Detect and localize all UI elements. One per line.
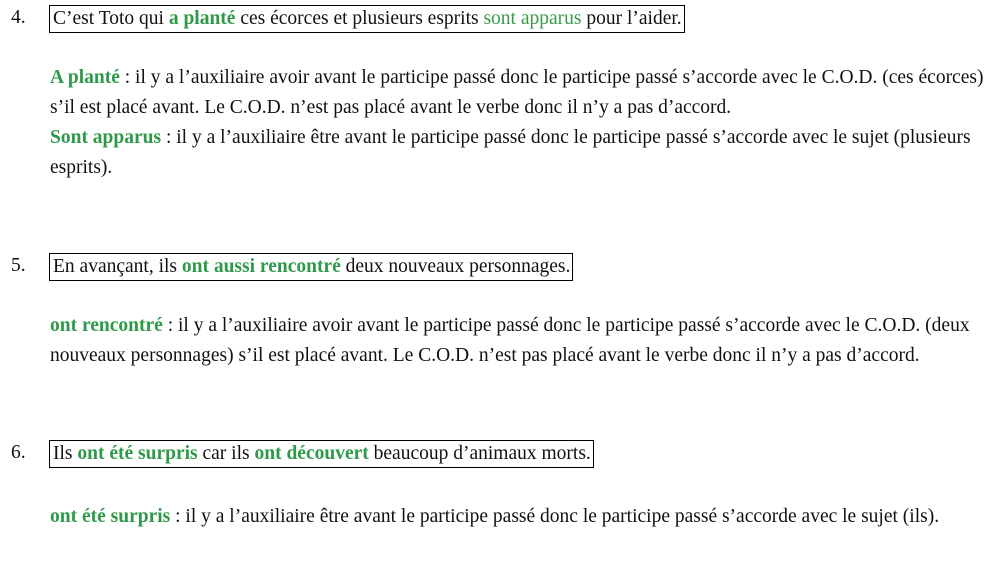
verb-highlight: a planté [168,8,236,29]
sentence-text: car ils [197,443,255,464]
explanation-term: A planté [50,67,120,88]
explanation-paragraph [50,311,992,371]
verb-highlight: ont été surpris [77,443,198,464]
explanation-block [50,63,992,183]
explanation-paragraph [50,63,992,123]
boxed-sentence [49,440,594,468]
explanation-term: Sont apparus [50,127,162,148]
explanation-block [50,502,992,532]
sentence-text: C’est Toto qui [53,8,169,29]
boxed-sentence [49,5,685,33]
verb-highlight: sont apparus [483,8,582,29]
explanation-text: : il y a l’auxiliaire être avant le participe passé donc le participe passé s’accorde avec le sujet (plusieurs esprits). [50,127,971,178]
sentence-text: deux nouveaux personnages. [340,256,571,277]
sentence-text: Ils [53,443,78,464]
sentence-text: En avançant, ils [53,256,182,277]
item-number: 6. [11,442,26,463]
explanation-text: : il y a l’auxiliaire avoir avant le participe passé donc le participe passé s’accorde avec le C.O.D. (deux nouveaux personnages) s’il est placé avant. Le C.O.D. n’est pas placé avant le verbe donc il n’y a pas d’accord. [50,315,970,366]
boxed-sentence [49,253,573,281]
explanation-paragraph [50,502,992,532]
explanation-paragraph [50,123,992,183]
verb-highlight: ont aussi rencontré [181,256,341,277]
explanation-block [50,311,992,371]
explanation-term: ont été surpris [50,506,171,527]
explanation-term: ont rencontré [50,315,163,336]
explanation-text: : il y a l’auxiliaire avoir avant le participe passé donc le participe passé s’accorde avec le C.O.D. (ces écorces) s’il est placé avant. Le C.O.D. n’est pas placé avant le verbe donc il n’y a pas d’accord. [50,67,984,118]
sentence-text: pour l’aider. [581,8,682,29]
sentence-text: beaucoup d’animaux morts. [368,443,591,464]
item-number: 4. [11,7,26,28]
sentence-text: ces écorces et plusieurs esprits [235,8,484,29]
item-number: 5. [11,255,26,276]
explanation-text: : il y a l’auxiliaire être avant le participe passé donc le participe passé s’accorde avec le sujet (ils). [170,506,940,527]
verb-highlight: ont découvert [254,443,369,464]
